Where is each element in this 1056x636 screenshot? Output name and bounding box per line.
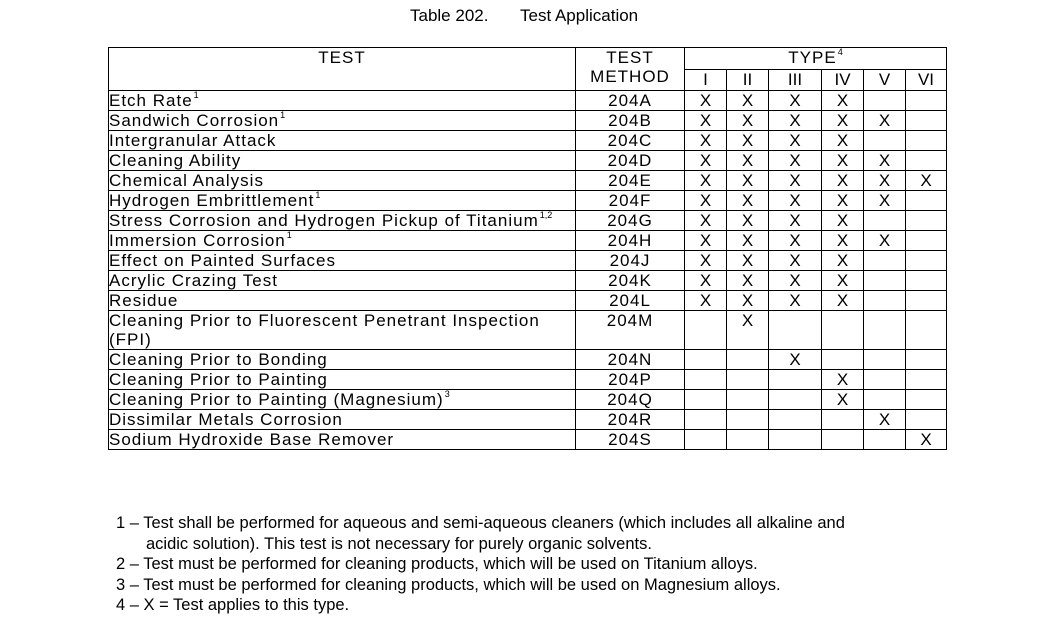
type-mark [906, 311, 947, 350]
test-method: 204Q [576, 390, 685, 410]
type-mark [906, 111, 947, 131]
footnote-marker: 1 [315, 190, 321, 200]
type-mark: X [727, 231, 769, 251]
type-mark: X [769, 211, 822, 231]
test-method: 204R [576, 410, 685, 430]
type-mark [822, 350, 864, 370]
type-mark: X [822, 171, 864, 191]
test-name: Hydrogen Embrittlement [109, 191, 315, 210]
table-title: Test Application [520, 6, 639, 25]
type-mark [822, 311, 864, 350]
type-mark [906, 390, 947, 410]
type-mark [906, 350, 947, 370]
test-name-cell [109, 350, 576, 370]
test-method: 204D [576, 151, 685, 171]
type-mark: X [727, 251, 769, 271]
type-mark [685, 370, 727, 390]
test-name-cell [109, 151, 576, 171]
header-type-i: I [685, 70, 727, 91]
header-type [685, 48, 947, 70]
type-mark: X [822, 390, 864, 410]
test-name: Cleaning Prior to Painting (Magnesium) [109, 390, 444, 409]
type-mark: X [906, 171, 947, 191]
type-mark: X [822, 231, 864, 251]
test-name: Chemical Analysis [109, 171, 264, 190]
type-mark: X [685, 271, 727, 291]
type-mark [822, 410, 864, 430]
type-mark: X [864, 191, 906, 211]
test-name-cell [109, 370, 576, 390]
test-name: Immersion Corrosion [109, 231, 286, 250]
test-name-cell [109, 231, 576, 251]
footnote-marker: 1,2 [539, 210, 553, 220]
test-method: 204J [576, 251, 685, 271]
type-mark: X [727, 271, 769, 291]
test-name: Cleaning Prior to Fluorescent Penetrant Inspection (FPI) [109, 311, 540, 349]
test-name: Sodium Hydroxide Base Remover [109, 430, 395, 449]
type-mark: X [769, 291, 822, 311]
type-mark [864, 430, 906, 450]
test-name-cell [109, 291, 576, 311]
test-name-cell [109, 131, 576, 151]
type-mark [906, 370, 947, 390]
test-name-cell [109, 390, 576, 410]
header-type-footnote: 4 [837, 47, 843, 57]
type-mark: X [864, 231, 906, 251]
type-mark [906, 251, 947, 271]
test-name: Sandwich Corrosion [109, 111, 280, 130]
type-mark: X [769, 151, 822, 171]
type-mark: X [685, 91, 727, 111]
type-mark: X [822, 291, 864, 311]
type-mark: X [769, 111, 822, 131]
type-mark [906, 151, 947, 171]
test-name: Intergranular Attack [109, 131, 277, 150]
type-mark [864, 390, 906, 410]
type-mark [864, 370, 906, 390]
type-mark [906, 410, 947, 430]
type-mark [727, 390, 769, 410]
type-mark: X [769, 171, 822, 191]
type-mark [685, 311, 727, 350]
type-mark [864, 251, 906, 271]
test-name: Acrylic Crazing Test [109, 271, 278, 290]
type-mark [906, 91, 947, 111]
test-method: 204H [576, 231, 685, 251]
test-name: Stress Corrosion and Hydrogen Pickup of Titanium [109, 211, 539, 230]
test-method: 204N [576, 350, 685, 370]
type-mark [864, 131, 906, 151]
type-mark: X [685, 111, 727, 131]
type-mark: X [822, 211, 864, 231]
type-mark: X [769, 350, 822, 370]
table-body [109, 91, 947, 450]
type-mark [727, 430, 769, 450]
type-mark: X [727, 211, 769, 231]
table-row [109, 370, 947, 390]
test-name: Residue [109, 291, 179, 310]
table-row [109, 291, 947, 311]
footnote-text: 1 – Test shall be performed for aqueous and semi-aqueous cleaners (which includes all alkaline and [116, 514, 845, 532]
type-mark [864, 211, 906, 231]
type-mark [906, 271, 947, 291]
type-mark: X [769, 231, 822, 251]
type-mark [906, 191, 947, 211]
header-test: TEST [109, 48, 576, 91]
header-method-line1: TEST [606, 48, 654, 67]
type-mark: X [685, 171, 727, 191]
type-mark: X [822, 271, 864, 291]
test-name-cell [109, 271, 576, 291]
footnote-continuation: acidic solution). This test is not necessary for purely organic solvents. [146, 534, 652, 553]
type-mark: X [727, 111, 769, 131]
table-row [109, 350, 947, 370]
type-mark: X [822, 151, 864, 171]
footnotes [116, 513, 845, 616]
type-mark: X [769, 131, 822, 151]
table-row [109, 171, 947, 191]
footnote-marker: 1 [280, 110, 286, 120]
table-row [109, 131, 947, 151]
test-name-cell [109, 191, 576, 211]
footnote [116, 513, 845, 554]
table-row [109, 211, 947, 231]
test-name-cell [109, 111, 576, 131]
type-mark [685, 430, 727, 450]
type-mark: X [769, 191, 822, 211]
type-mark: X [822, 370, 864, 390]
table-row [109, 191, 947, 211]
test-name-cell [109, 251, 576, 271]
type-mark [727, 410, 769, 430]
type-mark [864, 311, 906, 350]
footnote [116, 595, 845, 616]
type-mark: X [685, 251, 727, 271]
type-mark: X [769, 271, 822, 291]
table-number: Table 202. [410, 6, 489, 25]
type-mark [906, 131, 947, 151]
header-type-iii: III [769, 70, 822, 91]
header-method-line2: METHOD [590, 67, 670, 86]
type-mark [864, 91, 906, 111]
table-row [109, 271, 947, 291]
type-mark: X [727, 91, 769, 111]
test-method: 204F [576, 191, 685, 211]
header-type-ii: II [727, 70, 769, 91]
header-type-iv: IV [822, 70, 864, 91]
type-mark: X [822, 251, 864, 271]
test-application-table [108, 47, 947, 450]
type-mark [727, 350, 769, 370]
footnote-text: 2 – Test must be performed for cleaning products, which will be used on Titanium alloys. [116, 555, 758, 573]
test-name-cell [109, 211, 576, 231]
header-type-label: TYPE [788, 48, 837, 67]
type-mark [685, 410, 727, 430]
type-mark: X [727, 151, 769, 171]
test-name: Cleaning Ability [109, 151, 242, 170]
type-mark: X [685, 191, 727, 211]
type-mark: X [685, 211, 727, 231]
type-mark: X [864, 410, 906, 430]
type-mark [906, 291, 947, 311]
footnote-marker: 1 [193, 90, 199, 100]
test-name-cell [109, 430, 576, 450]
type-mark: X [769, 251, 822, 271]
table-row [109, 111, 947, 131]
test-method: 204B [576, 111, 685, 131]
type-mark [864, 271, 906, 291]
header-type-vi: VI [906, 70, 947, 91]
type-mark [769, 311, 822, 350]
test-name: Effect on Painted Surfaces [109, 251, 336, 270]
footnote [116, 575, 845, 596]
footnote-text: 3 – Test must be performed for cleaning products, which will be used on Magnesium alloys. [116, 575, 781, 594]
type-mark: X [727, 191, 769, 211]
test-name: Dissimilar Metals Corrosion [109, 410, 343, 429]
table-caption [410, 6, 638, 26]
type-mark: X [727, 171, 769, 191]
type-mark: X [685, 231, 727, 251]
test-name: Etch Rate [109, 91, 193, 110]
type-mark: X [727, 311, 769, 350]
test-method: 204L [576, 291, 685, 311]
test-name: Cleaning Prior to Painting [109, 370, 328, 389]
type-mark [864, 350, 906, 370]
type-mark: X [685, 291, 727, 311]
type-mark: X [864, 151, 906, 171]
header-type-v: V [864, 70, 906, 91]
type-mark: X [906, 430, 947, 450]
table-row [109, 390, 947, 410]
type-mark [906, 211, 947, 231]
type-mark: X [727, 131, 769, 151]
footnote-marker: 3 [444, 389, 450, 399]
header-test-method [576, 48, 685, 91]
type-mark: X [727, 291, 769, 311]
table-row [109, 251, 947, 271]
table-row [109, 231, 947, 251]
type-mark [906, 231, 947, 251]
test-name-cell [109, 311, 576, 350]
footnote-marker: 1 [286, 230, 292, 240]
type-mark: X [822, 91, 864, 111]
type-mark: X [685, 151, 727, 171]
type-mark: X [864, 171, 906, 191]
type-mark [769, 430, 822, 450]
type-mark [727, 370, 769, 390]
test-name-cell [109, 410, 576, 430]
test-name-cell [109, 91, 576, 111]
type-mark [769, 390, 822, 410]
test-name-cell [109, 171, 576, 191]
table-row [109, 311, 947, 350]
type-mark [769, 370, 822, 390]
type-mark [685, 390, 727, 410]
type-mark: X [685, 131, 727, 151]
type-mark [685, 350, 727, 370]
test-method: 204A [576, 91, 685, 111]
type-mark [769, 410, 822, 430]
type-mark: X [864, 111, 906, 131]
type-mark [822, 430, 864, 450]
table-row [109, 91, 947, 111]
type-mark: X [822, 191, 864, 211]
table-row [109, 430, 947, 450]
type-mark: X [822, 131, 864, 151]
type-mark: X [822, 111, 864, 131]
type-mark: X [769, 91, 822, 111]
footnote-text: 4 – X = Test applies to this type. [116, 596, 350, 614]
table-row [109, 410, 947, 430]
test-method: 204C [576, 131, 685, 151]
footnote [116, 554, 845, 575]
test-method: 204E [576, 171, 685, 191]
test-name: Cleaning Prior to Bonding [109, 350, 328, 369]
test-method: 204K [576, 271, 685, 291]
table-row [109, 151, 947, 171]
test-method: 204M [576, 311, 685, 350]
test-method: 204P [576, 370, 685, 390]
type-mark [864, 291, 906, 311]
test-method: 204G [576, 211, 685, 231]
test-method: 204S [576, 430, 685, 450]
